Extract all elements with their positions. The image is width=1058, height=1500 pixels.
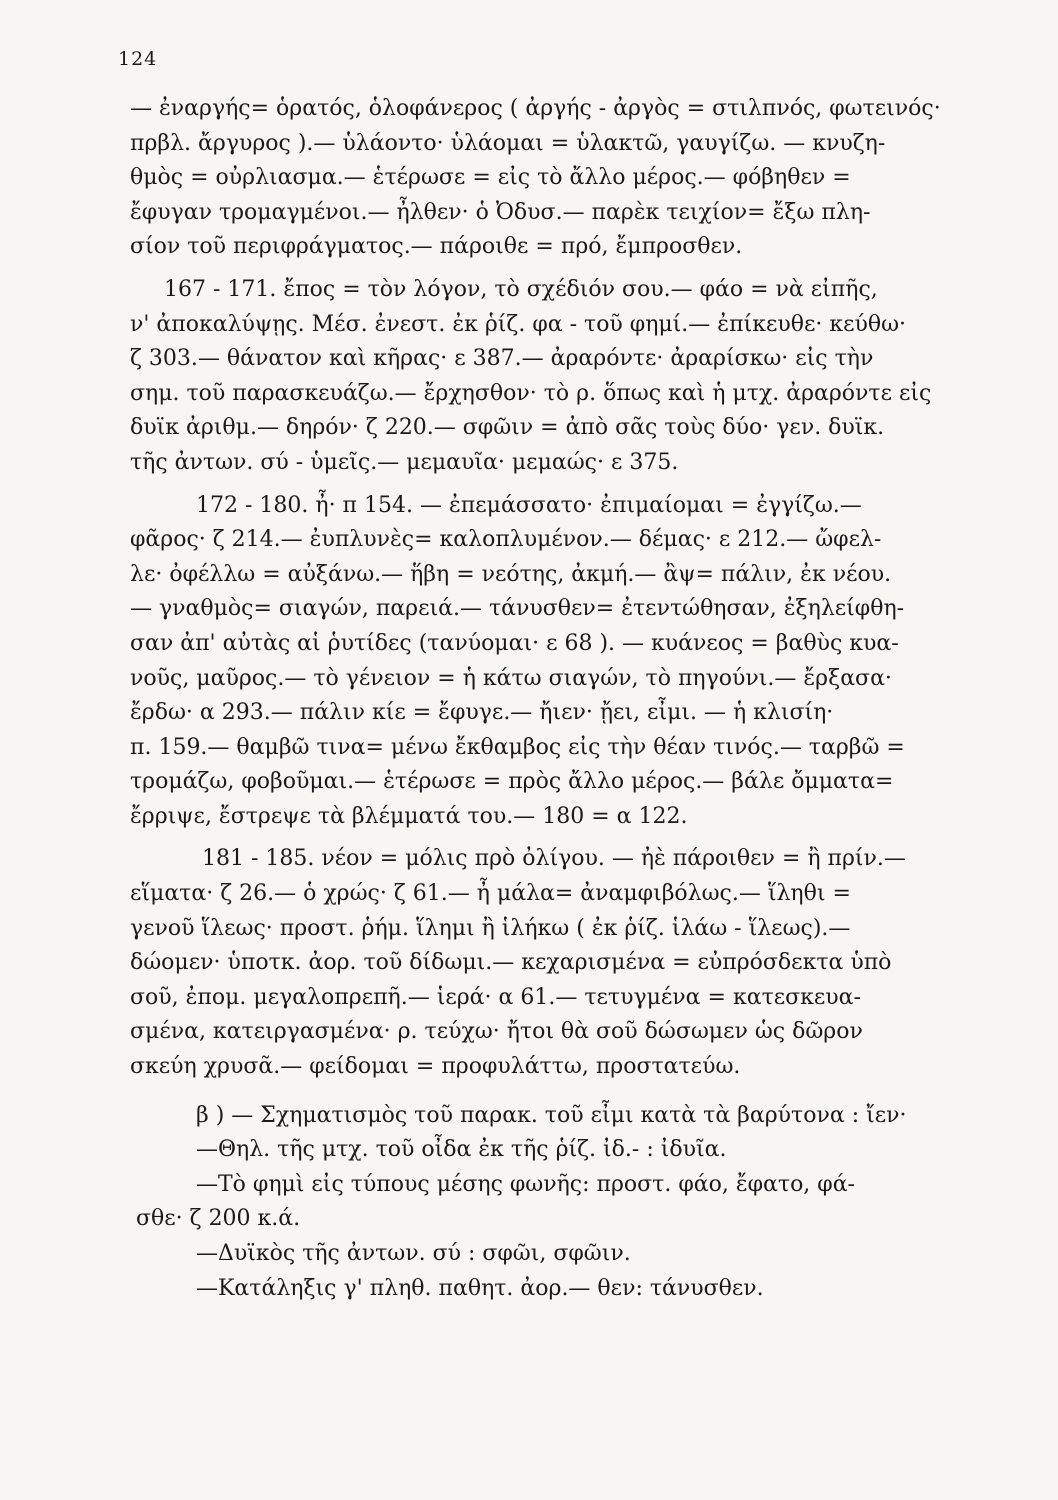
text-line: ν' ἀποκαλύψῃς. Μέσ. ἐνεστ. ἐκ ῥίζ. φα - τοῦ φημί.— ἐπίκευθε· κεύθω· xyxy=(130,311,907,337)
text-line: β ) — Σχηματισμὸς τοῦ παρακ. τοῦ εἶμι κατὰ τὰ βαρύτονα : ἴεν· xyxy=(196,1102,907,1128)
text-line: π. 159.— θαμβῶ τινα= μένω ἔκθαμβος εἰς τὴν θέαν τινός.— ταρβῶ = xyxy=(130,734,905,760)
text-line: νοῦς, μαῦρος.— τὸ γένειον = ἡ κάτω σιαγών, τὸ πηγούνι.— ἔρξασα· xyxy=(130,665,892,691)
text-line: ἔρριψε, ἔστρεψε τὰ βλέμματά του.— 180 = α 122. xyxy=(130,803,688,829)
text-line: τῆς ἀντων. σύ - ὑμεῖς.— μεμαυῖα· μεμαώς· ε 375. xyxy=(130,449,679,475)
text-line: 172 - 180. ἦ· π 154. — ἐπεμάσσατο· ἐπιμαίομαι = ἐγγίζω.— xyxy=(196,492,862,518)
text-line: σμένα, κατειργασμένα· ρ. τεύχω· ἤτοι θὰ σοῦ δώσωμεν ὡς δῶρον xyxy=(130,1019,863,1045)
text-line: 167 - 171. ἔπος = τὸν λόγον, τὸ σχέδιόν σου.— φάο = νὰ εἰπῆς, xyxy=(164,276,878,302)
text-line: σκεύη χρυσᾶ.— φείδομαι = προφυλάττω, προστατεύω. xyxy=(130,1054,741,1080)
text-line: φᾶρος· ζ 214.— ἐυπλυνὲς= καλοπλυμένον.— δέμας· ε 212.— ὤφελ- xyxy=(130,527,882,553)
text-line: —Θηλ. τῆς μτχ. τοῦ οἶδα ἐκ τῆς ῥίζ. ἰδ.- : ἰδυῖα. xyxy=(196,1137,727,1163)
text-line: σίον τοῦ περιφράγματος.— πάροιθε = πρό, ἔμπροσθεν. xyxy=(130,234,743,260)
page-text xyxy=(130,92,1030,1306)
text-line: ζ 303.— θάνατον καὶ κῆρας· ε 387.— ἀραρόντε· ἀραρίσκω· εἰς τὴν xyxy=(130,346,874,372)
text-line: —Κατάληξις γ' πληθ. παθητ. ἀορ.— θεν: τάνυσθεν. xyxy=(196,1275,764,1301)
text-line: δώομεν· ὑποτκ. ἀορ. τοῦ δίδωμι.— κεχαρισμένα = εὐπρόσδεκτα ὑπὸ xyxy=(130,950,892,976)
text-line: — ἐναργής= ὁρατός, ὁλοφάνερος ( ἀργής - ἀργὸς = στιλπνός, φωτεινός· xyxy=(130,96,941,121)
text-line: 181 - 185. νέον = μόλις πρὸ ὀλίγου. — ἠὲ πάροιθεν = ἢ πρίν.— xyxy=(202,846,906,872)
text-line: —Τὸ φημὶ εἰς τύπους μέσης φωνῆς: προστ. φάο, ἔφατο, φά- xyxy=(196,1171,855,1197)
text-line: εἵματα· ζ 26.— ὁ χρώς· ζ 61.— ἦ μάλα= ἀναμφιβόλως.— ἵληθι = xyxy=(130,881,851,907)
text-line: — γναθμὸς= σιαγών, παρειά.— τάνυσθεν= ἐτεντώθησαν, ἐξηλείφθη- xyxy=(130,596,905,622)
text-line: σθε· ζ 200 κ.ά. xyxy=(136,1206,301,1232)
text-line: σημ. τοῦ παρασκευάζω.— ἔρχησθον· τὸ ρ. ὅπως καὶ ἡ μτχ. ἀραρόντε εἰς xyxy=(130,380,932,406)
text-line: σαν ἀπ' αὐτὰς αἱ ῥυτίδες (τανύομαι· ε 68 ). — κυάνεος = βαθὺς κυα- xyxy=(130,630,899,656)
text-line: γενοῦ ἵλεως· προστ. ῥήμ. ἵλημι ἢ ἱλήκω ( ἐκ ῥίζ. ἱλάω - ἵλεως).— xyxy=(130,915,851,941)
text-line: ἔφυγαν τρομαγμένοι.— ἦλθεν· ὁ Ὀδυσ.— παρὲκ τειχίον= ἔξω πλη- xyxy=(130,199,871,225)
page-number: 124 xyxy=(118,48,158,70)
text-line: τρομάζω, φοβοῦμαι.— ἑτέρωσε = πρὸς ἄλλο μέρος.— βάλε ὄμματα= xyxy=(130,769,894,795)
text-line: —Δυϊκὸς τῆς ἀντων. σύ : σφῶι, σφῶιν. xyxy=(196,1241,631,1266)
text-line: λε· ὀφέλλω = αὐξάνω.— ἥβη = νεότης, ἀκμή.— ἂψ= πάλιν, ἐκ νέου. xyxy=(130,561,892,587)
text-line: σοῦ, ἐπομ. μεγαλοπρεπῆ.— ἱερά· α 61.— τετυγμένα = κατεσκευα- xyxy=(130,984,861,1010)
text-line: πρβλ. ἄργυρος ).— ὑλάοντο· ὑλάομαι = ὑλακτῶ, γαυγίζω. — κνυζη- xyxy=(130,130,886,156)
text-line: θμὸς = οὐρλιασμα.— ἑτέρωσε = εἰς τὸ ἄλλο μέρος.— φόβηθεν = xyxy=(130,165,851,191)
text-line: δυϊκ ἀριθμ.— δηρόν· ζ 220.— σφῶιν = ἀπὸ σᾶς τοὺς δύο· γεν. δυϊκ. xyxy=(130,415,885,441)
text-line: ἔρδω· α 293.— πάλιν κίε = ἔφυγε.— ἤιεν· ᾔει, εἶμι. — ἡ κλισίη· xyxy=(130,700,834,726)
